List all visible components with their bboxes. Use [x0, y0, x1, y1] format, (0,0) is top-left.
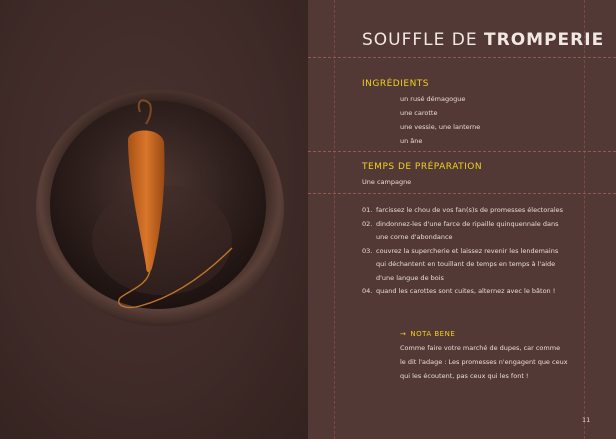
step-item	[362, 220, 612, 247]
recipe-title: SOUFFLE DE TROMPERIE	[362, 30, 605, 50]
step-line: dindonnez-les d'une farce de ripaille quinquennale dans	[376, 219, 559, 228]
step-line: couvrez la supercherie et laissez revenir les lendemains	[376, 246, 559, 255]
ingredients-list	[400, 95, 480, 151]
step-item	[362, 247, 612, 288]
step-number: 02.	[362, 219, 373, 228]
step-item	[362, 287, 612, 301]
preparation-duration: Une campagne	[362, 178, 412, 186]
nota-bene-heading: → NOTA BENE	[400, 330, 456, 338]
step-line: quand les carottes sont cuites, alternez avec le bâton !	[376, 287, 556, 295]
step-number: 01.	[362, 206, 373, 214]
nota-line: qui les écoutent, pas ceux qui les font !	[400, 372, 529, 380]
rule-under-title	[308, 57, 616, 58]
preparation-heading: TEMPS DE PRÉPARATION	[362, 162, 483, 172]
ingredients-heading: INGRÉDIENTS	[362, 79, 430, 89]
step-line: qui déchantent en touillant de temps en temps à l'aide	[376, 260, 556, 268]
nota-line: le dit l'adage : Les promesses n'engagent que ceux	[400, 358, 568, 366]
arrow-right-icon: →	[400, 330, 407, 338]
step-number: 04.	[362, 287, 373, 295]
steps-list	[362, 206, 612, 301]
step-line: d'une langue de bois	[376, 273, 444, 282]
step-item	[362, 206, 612, 220]
rule-under-preparation	[308, 193, 616, 194]
ingredient-item: une vessie, une lanterne	[400, 123, 481, 131]
nota-line: Comme faire votre marché de dupes, car comme	[400, 344, 561, 352]
ingredient-item: une carotte	[400, 109, 438, 117]
ingredient-item: un âne	[400, 137, 423, 145]
rule-under-ingredients	[308, 151, 616, 152]
step-number: 03.	[362, 246, 373, 255]
vertical-rule-left	[334, 0, 335, 439]
ingredient-item: un rusé démagogue	[400, 95, 466, 103]
step-line: une corne d'abondance	[376, 233, 453, 241]
nota-bene-text	[400, 344, 568, 386]
page-number: 11	[582, 416, 591, 424]
step-line: farcissez le chou de vos fan(s)s de promesses électorales	[376, 206, 564, 214]
